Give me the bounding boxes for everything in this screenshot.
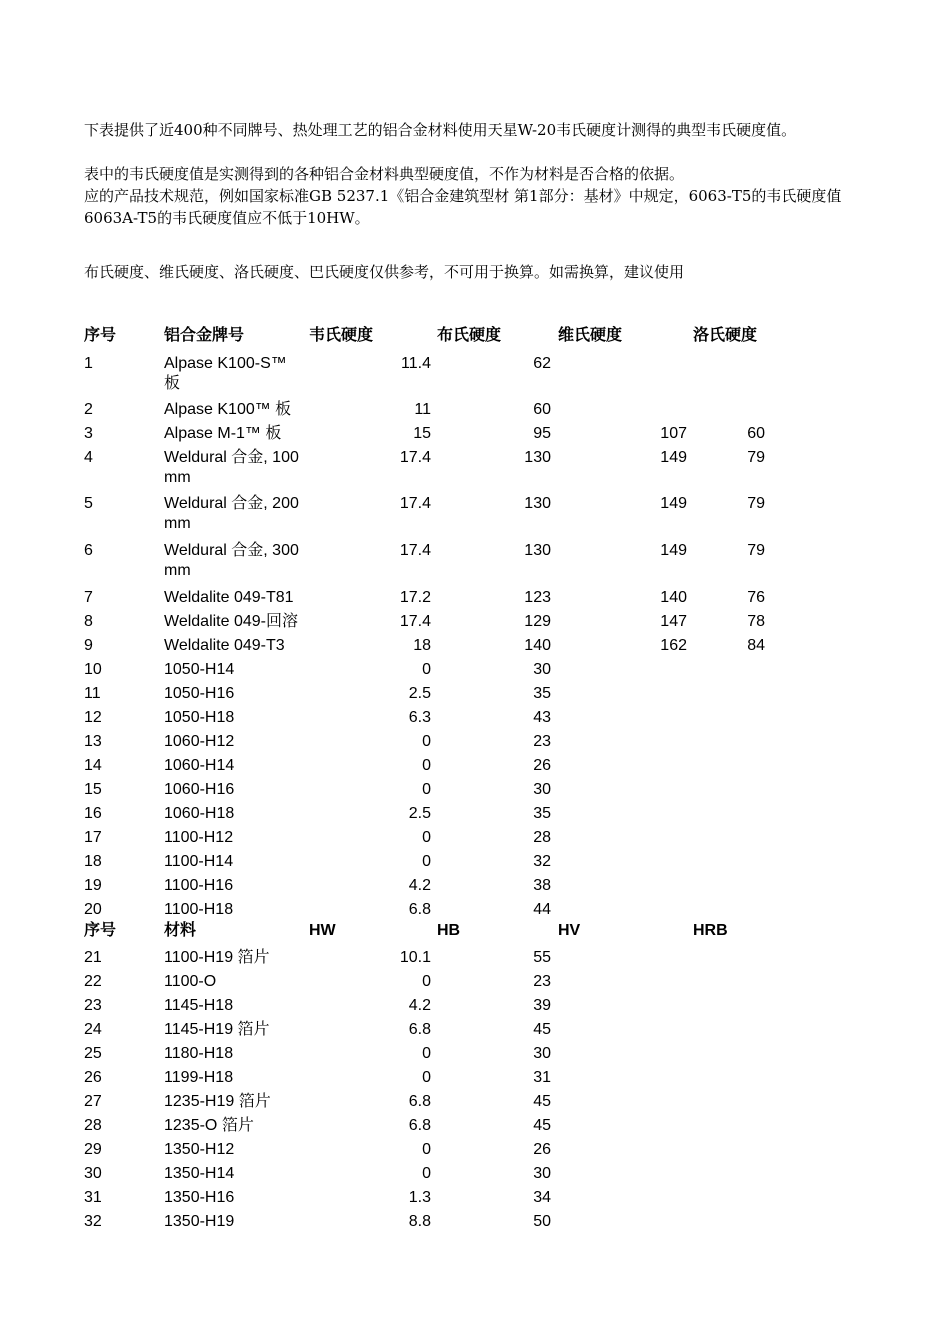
intro-paragraph-3: 应的产品技术规范，例如国家标准GB 5237.1《铝合金建筑型材 第1部分：基材》中规定，6063-T5的韦氏硬度值 — [84, 187, 842, 205]
cell-num: 26 — [84, 1069, 102, 1086]
table-row — [0, 972, 950, 996]
cell-material: 1060-H18 — [164, 805, 235, 822]
cell-material: 1100-H12 — [164, 829, 234, 846]
cell-hw: 0 — [422, 781, 431, 798]
cell-material: 1350-H14 — [164, 1165, 235, 1182]
cell-num: 29 — [84, 1141, 102, 1158]
cell-hw: 2.5 — [408, 805, 431, 822]
intro-paragraph-5: 布氏硬度、维氏硬度、洛氏硬度、巴氏硬度仅供参考，不可用于换算。如需换算，建议使用 — [84, 263, 685, 281]
cell-hw: 1.3 — [408, 1189, 431, 1206]
table-row — [0, 424, 950, 448]
cell-hv: 147 — [660, 613, 687, 630]
cell-hrb: 84 — [747, 637, 765, 654]
table-row — [0, 494, 950, 532]
cell-num: 16 — [84, 805, 102, 822]
cell-hw: 0 — [422, 973, 431, 990]
cell-num: 32 — [84, 1213, 102, 1230]
header-hw: HW — [309, 922, 336, 939]
cell-material: 1199-H18 — [164, 1069, 234, 1086]
cell-hw: 17.4 — [399, 542, 431, 559]
cell-hb: 23 — [533, 733, 551, 750]
cell-hv: 149 — [660, 495, 687, 512]
cell-hv: 149 — [660, 542, 687, 559]
cell-hw: 0 — [422, 1069, 431, 1086]
cell-hw: 6.8 — [408, 1093, 431, 1110]
header-hrb: HRB — [693, 922, 728, 939]
cell-material: 1060-H16 — [164, 781, 235, 798]
cell-num: 24 — [84, 1021, 102, 1038]
cell-num: 20 — [84, 901, 102, 918]
cell-hw: 0 — [422, 757, 431, 774]
cell-hb: 45 — [533, 1117, 551, 1134]
cell-hb: 31 — [533, 1069, 551, 1086]
cell-material: Weldalite 049-回溶 — [164, 613, 298, 630]
cell-hw: 10.1 — [399, 949, 431, 966]
cell-hv: 140 — [660, 589, 687, 606]
cell-num: 18 — [84, 853, 102, 870]
cell-material: 1100-H16 — [164, 877, 234, 894]
table-row — [0, 448, 950, 486]
cell-hw: 11.4 — [401, 355, 431, 372]
table-row — [0, 1068, 950, 1092]
table-row — [0, 996, 950, 1020]
cell-hw: 18 — [413, 637, 431, 654]
header-material: 铝合金牌号 — [164, 327, 245, 344]
cell-material: 1100-H18 — [164, 901, 234, 918]
cell-hw: 6.3 — [408, 709, 431, 726]
cell-hw: 0 — [422, 829, 431, 846]
cell-num: 23 — [84, 997, 102, 1014]
cell-hb: 23 — [533, 973, 551, 990]
table-row — [0, 1164, 950, 1188]
cell-hw: 0 — [422, 853, 431, 870]
cell-hw: 0 — [422, 1141, 431, 1158]
cell-hb: 43 — [533, 709, 551, 726]
cell-hb: 38 — [533, 877, 551, 894]
cell-num: 8 — [84, 613, 93, 630]
cell-material: 1350-H12 — [164, 1141, 235, 1158]
cell-num: 3 — [84, 425, 93, 442]
cell-hw: 0 — [422, 1165, 431, 1182]
cell-hb: 44 — [533, 901, 551, 918]
cell-num: 10 — [84, 661, 102, 678]
cell-hw: 4.2 — [408, 997, 431, 1014]
table-row — [0, 804, 950, 828]
cell-material: Alpase K100™ 板 — [164, 401, 292, 418]
header-hw: 韦氏硬度 — [309, 327, 374, 344]
cell-hb: 32 — [533, 853, 551, 870]
header-hb: 布氏硬度 — [437, 327, 502, 344]
table-row — [0, 948, 950, 972]
cell-hb: 35 — [533, 685, 551, 702]
table-row — [0, 1188, 950, 1212]
intro-paragraph-2: 表中的韦氏硬度值是实测得到的各种铝合金材料典型硬度值，不作为材料是否合格的依据。 — [84, 165, 685, 183]
table-row — [0, 1212, 950, 1236]
cell-hw: 8.8 — [408, 1213, 431, 1230]
cell-hw: 2.5 — [408, 685, 431, 702]
cell-hrb: 60 — [747, 425, 765, 442]
cell-hw: 0 — [422, 1045, 431, 1062]
cell-material: 1100-H14 — [164, 853, 234, 870]
table-row — [0, 876, 950, 900]
table-header-1 — [0, 326, 950, 350]
cell-num: 6 — [84, 542, 93, 559]
table-row — [0, 756, 950, 780]
cell-material: 1350-H16 — [164, 1189, 235, 1206]
table-row — [0, 1116, 950, 1140]
cell-hb: 130 — [524, 449, 551, 466]
cell-num: 19 — [84, 877, 102, 894]
cell-hrb: 79 — [747, 449, 765, 466]
cell-material: 1350-H19 — [164, 1213, 235, 1230]
cell-hrb: 76 — [747, 589, 765, 606]
cell-hw: 0 — [422, 661, 431, 678]
cell-material: 1050-H18 — [164, 709, 235, 726]
table-row — [0, 354, 950, 392]
cell-material: Weldural 合金, 100 mm — [164, 449, 299, 486]
cell-hrb: 79 — [747, 542, 765, 559]
cell-num: 9 — [84, 637, 93, 654]
table-row — [0, 852, 950, 876]
cell-material: 1100-O — [164, 973, 217, 990]
cell-material: 1060-H14 — [164, 757, 235, 774]
cell-material: 1145-H18 — [164, 997, 234, 1014]
cell-material: 1235-O 箔片 — [164, 1117, 254, 1134]
cell-num: 21 — [84, 949, 102, 966]
cell-hb: 140 — [524, 637, 551, 654]
header-hv: 维氏硬度 — [558, 327, 623, 344]
table-row — [0, 541, 950, 579]
cell-material: Alpase K100-S™ 板 — [164, 355, 287, 392]
cell-hb: 130 — [524, 495, 551, 512]
cell-hw: 17.4 — [399, 613, 431, 630]
cell-material: 1145-H19 箔片 — [164, 1021, 270, 1038]
cell-hb: 28 — [533, 829, 551, 846]
cell-num: 30 — [84, 1165, 102, 1182]
cell-hw: 15 — [413, 425, 431, 442]
cell-material: 1060-H12 — [164, 733, 235, 750]
cell-hw: 11 — [414, 401, 431, 418]
header-num: 序号 — [84, 327, 117, 344]
table-row — [0, 780, 950, 804]
header-hrb: 洛氏硬度 — [693, 327, 758, 344]
table-header-2 — [0, 921, 950, 945]
cell-hb: 26 — [533, 1141, 551, 1158]
cell-num: 2 — [84, 401, 93, 418]
cell-hb: 30 — [533, 1165, 551, 1182]
cell-material: Alpase M-1™ 板 — [164, 425, 282, 442]
table-row — [0, 588, 950, 612]
cell-hb: 45 — [533, 1021, 551, 1038]
cell-hw: 0 — [422, 733, 431, 750]
cell-num: 12 — [84, 709, 102, 726]
cell-num: 1 — [84, 355, 93, 372]
table-row — [0, 636, 950, 660]
table-row — [0, 400, 950, 424]
cell-hb: 50 — [533, 1213, 551, 1230]
cell-hw: 6.8 — [408, 1021, 431, 1038]
cell-hb: 30 — [533, 661, 551, 678]
table-row — [0, 732, 950, 756]
table-row — [0, 708, 950, 732]
intro-paragraph-1: 下表提供了近400种不同牌号、热处理工艺的铝合金材料使用天星W-20韦氏硬度计测得的典型韦氏硬度值。 — [84, 121, 797, 139]
table-row — [0, 1044, 950, 1068]
cell-hb: 55 — [533, 949, 551, 966]
cell-hb: 26 — [533, 757, 551, 774]
cell-hb: 129 — [524, 613, 551, 630]
cell-hb: 34 — [533, 1189, 551, 1206]
cell-hw: 4.2 — [408, 877, 431, 894]
cell-num: 4 — [84, 449, 93, 466]
table-row — [0, 1092, 950, 1116]
cell-material: Weldural 合金, 200 mm — [164, 495, 299, 532]
cell-hb: 30 — [533, 1045, 551, 1062]
cell-num: 25 — [84, 1045, 102, 1062]
cell-num: 27 — [84, 1093, 102, 1110]
cell-num: 5 — [84, 495, 93, 512]
cell-num: 17 — [84, 829, 102, 846]
cell-num: 7 — [84, 589, 93, 606]
cell-hrb: 78 — [747, 613, 765, 630]
cell-num: 31 — [84, 1189, 102, 1206]
table-row — [0, 828, 950, 852]
cell-hb: 45 — [533, 1093, 551, 1110]
intro-paragraph-4: 6063A-T5的韦氏硬度值应不低于10HW。 — [84, 209, 370, 227]
cell-hrb: 79 — [747, 495, 765, 512]
cell-hb: 123 — [524, 589, 551, 606]
cell-material: Weldalite 049-T3 — [164, 637, 285, 654]
cell-num: 28 — [84, 1117, 102, 1134]
cell-num: 11 — [84, 685, 101, 702]
cell-num: 22 — [84, 973, 102, 990]
table-row — [0, 684, 950, 708]
cell-hb: 30 — [533, 781, 551, 798]
cell-hv: 107 — [660, 425, 687, 442]
table-row — [0, 1140, 950, 1164]
cell-hw: 6.8 — [408, 1117, 431, 1134]
table-row — [0, 1020, 950, 1044]
cell-material: 1050-H14 — [164, 661, 235, 678]
cell-material: Weldural 合金, 300 mm — [164, 542, 299, 579]
table-row — [0, 660, 950, 684]
cell-material: 1235-H19 箔片 — [164, 1093, 271, 1110]
cell-num: 15 — [84, 781, 102, 798]
cell-material: 1100-H19 箔片 — [164, 949, 270, 966]
cell-hb: 60 — [533, 401, 551, 418]
header-hb: HB — [437, 922, 461, 939]
table-row — [0, 612, 950, 636]
cell-material: 1180-H18 — [164, 1045, 234, 1062]
cell-hw: 17.4 — [399, 449, 431, 466]
cell-hb: 95 — [533, 425, 551, 442]
header-hv: HV — [558, 922, 581, 939]
cell-num: 13 — [84, 733, 102, 750]
cell-hb: 62 — [533, 355, 551, 372]
cell-hv: 149 — [660, 449, 687, 466]
header-num: 序号 — [84, 922, 117, 939]
cell-hw: 17.2 — [399, 589, 431, 606]
cell-hv: 162 — [660, 637, 687, 654]
cell-hw: 6.8 — [408, 901, 431, 918]
cell-material: 1050-H16 — [164, 685, 235, 702]
cell-hb: 35 — [533, 805, 551, 822]
cell-num: 14 — [84, 757, 102, 774]
cell-hb: 130 — [524, 542, 551, 559]
header-material: 材料 — [164, 922, 197, 939]
cell-hb: 39 — [533, 997, 551, 1014]
cell-hw: 17.4 — [399, 495, 431, 512]
cell-material: Weldalite 049-T81 — [164, 589, 294, 606]
